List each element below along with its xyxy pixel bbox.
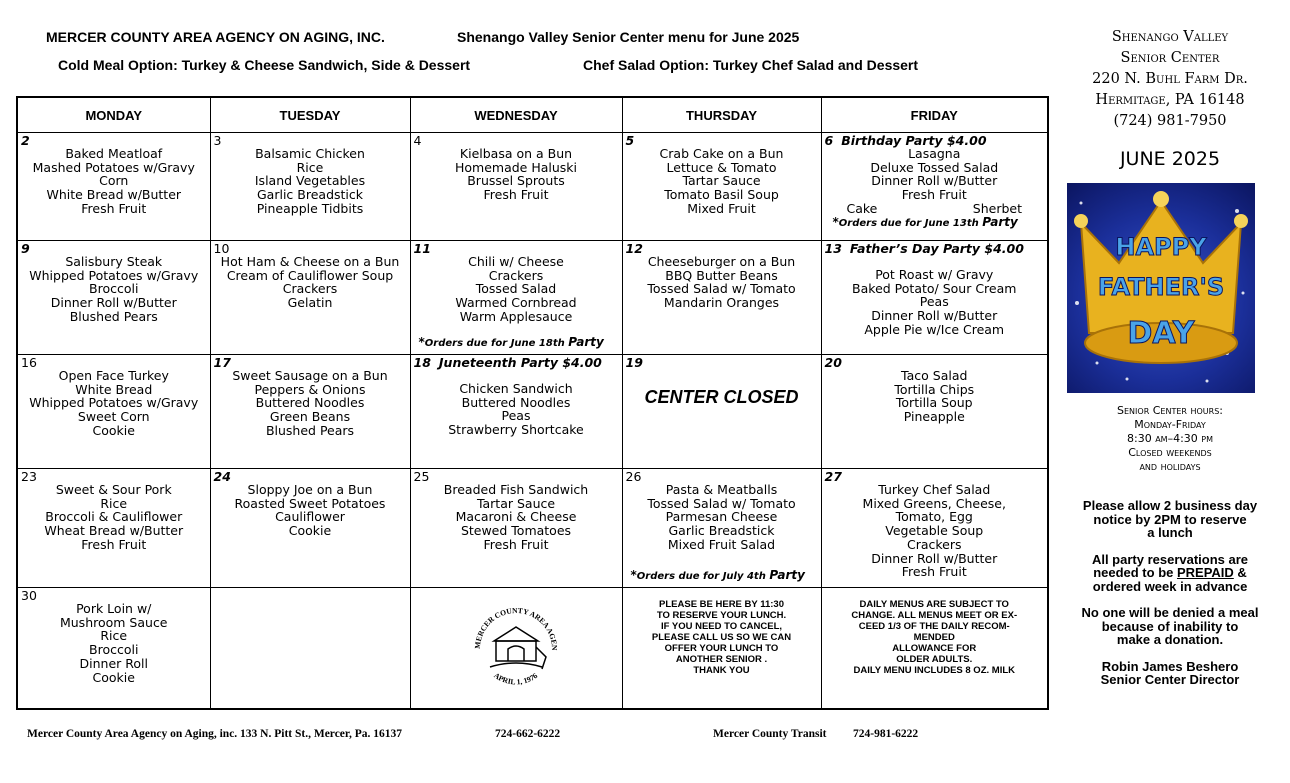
party-heading [825,242,1045,255]
menu-item: Tortilla Soup [895,395,973,411]
covered-bridge-icon [490,627,546,669]
center-address [1050,27,1290,132]
menu-items [626,147,818,216]
note-asterisk: * [630,568,637,583]
day-cell [17,133,210,241]
policy-line: ordered week in advance [1092,578,1248,594]
menu-item: Dinner Roll w/Butter [871,173,998,189]
day-number: 9 [21,241,30,256]
day-cell [410,355,622,469]
policy-line: needed to be [1093,565,1177,580]
menu-item: Crackers [906,536,962,552]
day-number: 27 [824,469,842,484]
note-line: CEED 1/3 OF THE DAILY RECOM- [858,621,1010,632]
party-title: Father’s Day Party $4.00 [849,241,1024,256]
menu-item: Fresh Fruit [483,187,549,203]
menu-item: Blushed Pears [69,308,158,324]
note-party: Party [769,568,805,583]
director-signature [1050,660,1290,687]
day-cell [210,355,410,469]
menu-item: Crackers [488,267,544,283]
address-line: Shenango Valley [1111,29,1229,45]
day-number: 18 [413,355,431,370]
menu-item: Tartar Sauce [476,495,556,511]
day-number: 16 [21,355,37,370]
menu-item: Cheeseburger on a Bun [647,254,796,269]
menu-items [414,255,619,324]
note-line: CHANGE. ALL MENUS MEET OR EX- [851,610,1018,621]
menu-item: Broccoli [89,642,139,658]
svg-text:MERCER COUNTY AREA AGENCY ON A [466,597,559,651]
chef-salad-option: Chef Salad Option: Turkey Chef Salad and Dessert [583,57,919,73]
note-line: ANOTHER SENIOR . [675,654,768,665]
day-number: 2 [21,133,30,148]
day-cell [410,241,622,355]
policy-line: notice by 2PM to reserve [1093,511,1247,527]
policy-line: All party reservations are [1091,551,1249,567]
menu-item: Turkey Chef Salad [878,482,991,497]
note-party: Party [568,335,604,350]
note-line: OFFER YOUR LUNCH TO [664,643,779,654]
footer-transit: Mercer County Transit [713,728,827,740]
reserve-note [626,599,818,676]
note-text: Orders due for July 4th [636,571,770,583]
menu-item: Whipped Potatoes w/Gravy [29,395,199,411]
menu-items [414,147,619,202]
menu-item: Tortilla Chips [894,381,975,397]
menu-items [214,147,407,216]
director-title: Senior Center Director [1100,672,1240,687]
menu-items [21,369,207,438]
menu-item: Balsamic Chicken [255,146,365,161]
policy-line: make a donation. [1116,632,1224,647]
menu-item: Apple Pie w/Ice Cream [864,321,1005,337]
menu-item: Peas [919,294,949,310]
day-header-friday: FRIDAY [821,97,1048,133]
note-line: DAILY MENU INCLUDES 8 OZ. MILK [853,665,1015,676]
menu-item: Sloppy Joe on a Bun [247,482,373,497]
menu-item: Pineapple [903,409,965,425]
menu-items [214,255,407,310]
menu-item: Buttered Noodles [461,394,571,410]
day-cell [17,241,210,355]
menu-items [21,147,207,216]
day-number: 10 [213,241,230,256]
menu-item: Chili w/ Cheese [468,254,564,269]
donation-policy [1050,606,1290,647]
footer-agency-address: Mercer County Area Agency on Aging, inc. 133 N. Pitt St., Mercer, Pa. 16137 [27,728,402,740]
orders-due-note [419,336,604,351]
policy-line: Please allow 2 business day [1082,498,1258,513]
note-line: ALLOWANCE FOR [892,643,977,654]
menu-item: Strawberry Shortcake [448,422,584,438]
menu-item: Tossed Salad [475,281,557,297]
note-line: PLEASE BE HERE BY 11:30 [659,599,784,610]
note-line: TO RESERVE YOUR LUNCH. [656,610,787,621]
day-number: 26 [625,469,642,484]
menu-items [626,483,818,552]
day-cell [821,133,1048,241]
menu-item: Gelatin [287,295,333,311]
menu-item: BBQ Butter Beans [665,267,778,283]
menu-item: Baked Meatloaf [65,146,163,161]
menu-items [21,255,207,324]
day-number: 24 [213,469,231,484]
day-header-row [17,97,1048,133]
day-header-thursday: THURSDAY [622,97,821,133]
menu-item: Lettuce & Tomato [666,159,777,175]
hours-line: Senior Center hours: [1117,404,1223,417]
week-row [17,469,1048,588]
menu-item: Fresh Fruit [81,200,147,216]
center-phone: (724) 981-7950 [1113,113,1227,129]
menu-item: Fresh Fruit [901,187,967,203]
graphic-text-fathers: FATHER'S [1097,273,1225,301]
menu-item: Brussel Sprouts [467,173,565,189]
day-number: 11 [413,241,431,256]
address-line: 220 N. Buhl Farm Dr. [1092,71,1248,87]
note-line: IF YOU NEED TO CANCEL, [660,621,783,632]
party-policy [1050,553,1290,594]
menu-item: Broccoli & Cauliflower [45,509,183,525]
week-row [17,241,1048,355]
menu-item: Tomato Basil Soup [664,187,779,203]
menu-item: Baked Potato/ Sour Cream [852,280,1017,296]
menu-item: Tossed Salad w/ Tomato [647,281,796,297]
orders-due-note [833,216,1045,231]
hours-line: and holidays [1139,460,1201,473]
menu-item: Rice [100,628,128,644]
note-line: MENDED [913,632,955,643]
day-cell [821,241,1048,355]
day-number: 25 [413,469,430,484]
day-number: 23 [21,469,37,484]
day-number: 3 [213,133,222,148]
graphic-text-day: DAY [1127,316,1195,351]
menu-note [825,599,1045,676]
day-cell [622,355,821,469]
day-header-wednesday: WEDNESDAY [410,97,622,133]
note-asterisk: * [832,214,839,229]
day-number: 12 [625,241,643,256]
menu-item: Garlic Breadstick [668,523,775,539]
menu-title: Shenango Valley Senior Center menu for June 2025 [457,29,800,45]
menu-item: Peppers & Onions [254,381,366,397]
menu-item: Fresh Fruit [81,536,147,552]
menu-item: Pot Roast w/ Gravy [875,267,994,282]
policy-line: No one will be denied a meal [1081,605,1259,620]
orders-due-note [631,569,805,584]
menu-item: Pineapple Tidbits [256,200,364,216]
menu-items [626,255,818,310]
policy-line: because of inability to [1101,618,1239,634]
menu-item: Cookie [288,523,332,539]
menu-item: Stewed Tomatoes [460,523,572,539]
empty-cell [210,588,410,710]
note-text: Orders due for June 13th [838,217,983,229]
week-row [17,355,1048,469]
day-cell [821,355,1048,469]
day-cell [17,469,210,588]
menu-item: Peas [501,408,531,424]
note-party: Party [982,214,1018,229]
note-line: DAILY MENUS ARE SUBJECT TO [859,599,1009,610]
menu-item: Island Vegetables [254,173,366,189]
menu-item: Fresh Fruit [901,564,967,580]
menu-item: Cookie [92,422,135,438]
day-cell [821,469,1048,588]
week-row [17,133,1048,241]
dessert-cake: Cake [846,200,878,216]
center-closed-label: CENTER CLOSED [644,387,799,407]
menu-calendar [16,96,1049,710]
menu-item: Salisbury Steak [65,254,163,269]
menu-item: Cauliflower [275,509,345,525]
menu-item: Hot Ham & Cheese on a Bun [220,254,400,269]
menu-item: Parmesan Cheese [665,509,778,525]
menu-item: Dinner Roll w/Butter [871,550,998,566]
day-cell [17,355,210,469]
menu-item: Vegetable Soup [885,523,984,539]
menu-item: Crackers [282,281,338,297]
menu-item: Tomato, Egg [895,509,973,525]
menu-item: Sweet & Sour Pork [55,482,172,497]
hours-line: Closed weekends [1128,446,1212,459]
menu-item: Whipped Potatoes w/Gravy [29,267,199,283]
week-row [17,588,1048,710]
day-number: 6 [824,133,834,148]
menu-item: Blushed Pears [265,422,355,438]
menu-item: Cream of Cauliflower Soup [226,267,394,283]
footer-transit-phone: 724-981-6222 [853,728,919,740]
address-line: Hermitage, PA 16148 [1095,92,1245,108]
day-number: 17 [213,355,231,370]
menu-items [214,369,407,438]
note-text: Orders due for June 18th [424,338,569,350]
note-asterisk: * [418,335,425,350]
menu-item: Deluxe Tossed Salad [870,159,999,175]
menu-item: Wheat Bread w/Butter [44,523,184,539]
seal-text-top: MERCER COUNTY AREA AGEN [472,605,560,651]
menu-item: Roasted Sweet Potatoes [234,495,386,511]
prepaid-label: PREPAID [1176,565,1234,580]
menu-item: Pork Loin w/ [76,601,152,616]
day-cell [622,241,821,355]
address-line: Senior Center [1120,50,1220,66]
menu-item: Kielbasa on a Bun [459,146,573,161]
menu-item: White Bread [75,381,153,397]
menu-item: Lasagna [908,146,961,161]
agency-title: MERCER COUNTY AREA AGENCY ON AGING, INC. [46,29,385,45]
day-cell [210,469,410,588]
day-cell [622,469,821,588]
month-label: JUNE 2025 [1119,148,1221,170]
menu-item: Crab Cake on a Bun [659,146,784,161]
menu-item: Garlic Breadstick [257,187,363,203]
svg-text:APRIL 1, 1976 [492,671,539,687]
menu-items [825,268,1045,337]
hours-line: Monday-Friday [1134,418,1206,431]
party-title: Juneteenth Party $4.00 [438,355,602,370]
menu-item: Green Beans [269,409,351,425]
party-title: Birthday Party $4.00 [841,133,987,148]
menu-item: Homemade Haluski [454,159,578,175]
party-heading [414,356,619,369]
day-number: 30 [21,588,37,603]
menu-items [414,382,619,437]
footer-agency-phone: 724-662-6222 [495,728,561,740]
policy-line: & [1233,565,1247,580]
menu-item: Mashed Potatoes w/Gravy [32,159,195,175]
fathers-day-crown-icon [1067,183,1255,393]
graphic-text-happy: HAPPY [1115,233,1207,261]
menu-item: Buttered Noodles [255,395,365,411]
menu-item: Tartar Sauce [682,173,761,189]
menu-items [21,602,207,684]
day-number: 5 [625,133,635,148]
menu-item: Mushroom Sauce [59,614,168,630]
agency-seal-cell [410,588,622,710]
policy-line: a lunch [1147,525,1193,540]
agency-seal [466,597,566,697]
seal-text-bottom: APRIL 1, 1976 [492,670,540,687]
menu-items [825,483,1045,579]
menu-note-cell [821,588,1048,710]
menu-item: Fresh Fruit [483,536,549,552]
menu-item: Mandarin Oranges [663,295,780,311]
menu-item: Warm Applesauce [459,308,573,324]
menu-item: Breaded Fish Sandwich [443,482,589,497]
day-cell [210,241,410,355]
day-number: 4 [413,133,422,148]
menu-item: Pasta & Meatballs [665,482,778,497]
day-cell [410,133,622,241]
menu-items [825,369,1045,424]
cold-meal-option: Cold Meal Option: Turkey & Cheese Sandwich, Side & Dessert [58,57,471,73]
dessert-row [825,202,1045,216]
fathers-day-graphic [1067,183,1255,393]
menu-item: Sweet Corn [77,409,150,425]
menu-item: Dinner Roll w/Butter [50,295,177,311]
day-cell [622,133,821,241]
note-line: PLEASE CALL US SO WE CAN [651,632,792,643]
menu-items [21,483,207,552]
menu-item: Mixed Fruit Salad [667,536,776,552]
day-header-tuesday: TUESDAY [210,97,410,133]
menu-item: Tossed Salad w/ Tomato [647,495,796,511]
note-line: OLDER ADULTS. [896,654,973,665]
director-name: Robin James Beshero [1101,658,1239,674]
day-cell [210,133,410,241]
menu-item: Rice [296,159,324,175]
menu-item: Dinner Roll w/Butter [871,308,998,324]
center-hours [1050,404,1290,474]
menu-item: Warmed Cornbread [455,295,577,311]
menu-item: Macaroni & Cheese [455,509,577,525]
hours-line: 8:30 am–4:30 pm [1127,432,1213,445]
policies [1050,499,1290,700]
day-cell [17,588,210,710]
day-number: 19 [625,355,643,370]
dessert-sherbet: Sherbet [972,200,1022,216]
menu-item: Mixed Fruit [687,200,756,216]
menu-item: Dinner Roll [79,655,148,671]
day-cell [410,469,622,588]
menu-item: Broccoli [89,281,139,297]
menu-item: Sweet Sausage on a Bun [232,368,388,383]
menu-item: Chicken Sandwich [459,381,573,396]
menu-item: Mixed Greens, Cheese, [862,495,1006,511]
menu-item: Open Face Turkey [58,368,169,383]
menu-item: Taco Salad [901,368,968,383]
reservation-policy [1050,499,1290,540]
day-number: 20 [824,355,842,370]
menu-item: White Bread w/Butter [46,187,182,203]
menu-item: Cookie [92,669,135,685]
menu-items [214,483,407,538]
note-line: THANK YOU [693,665,750,676]
menu-items [825,147,1045,202]
day-number: 13 [824,241,842,256]
menu-item: Rice [100,495,128,511]
menu-item: Corn [99,173,129,189]
day-header-monday: MONDAY [17,97,210,133]
reserve-note-cell [622,588,821,710]
menu-items [414,483,619,552]
